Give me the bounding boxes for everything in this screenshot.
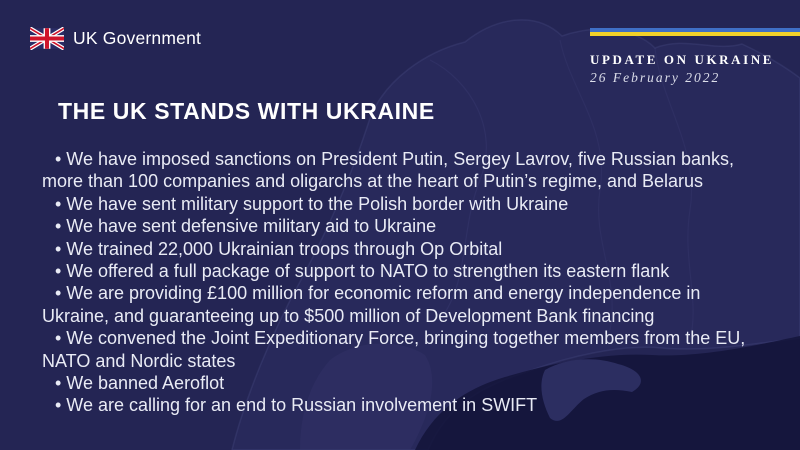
union-jack-flag-icon xyxy=(30,27,64,50)
logo-text: UK Government xyxy=(73,28,202,48)
body-line: • We have sent military support to the Polish border with Ukraine xyxy=(55,193,569,214)
body-line: • We offered a full package of support to NATO to strengthen its eastern flank xyxy=(55,261,670,282)
update-title: UPDATE ON UKRAINE xyxy=(590,52,775,67)
body-line: • We banned Aeroflot xyxy=(55,373,225,394)
body-line: • We have imposed sanctions on President Putin, Sergey Lavrov, five Russian banks, xyxy=(55,149,734,169)
ukraine-flag-bar-icon xyxy=(590,28,800,36)
page-title: THE UK STANDS WITH UKRAINE xyxy=(58,98,435,124)
body-line: • We convened the Joint Expeditionary Force, bringing together members from the EU, xyxy=(55,328,746,349)
update-date: 26 February 2022 xyxy=(590,70,721,85)
body-line: Ukraine, and guaranteeing up to $500 million of Development Bank financing xyxy=(42,305,655,326)
body-line: NATO and Nordic states xyxy=(42,350,236,371)
uk-government-logo xyxy=(30,27,201,50)
body-line: more than 100 companies and oligarchs at the heart of Putin’s regime, and Belarus xyxy=(42,171,704,192)
bullet-list xyxy=(42,148,782,417)
ukraine-flag-yellow-stripe xyxy=(590,32,800,36)
body-line: • We are providing £100 million for economic reform and energy independence in xyxy=(55,283,701,304)
body-line: • We trained 22,000 Ukrainian troops through Op Orbital xyxy=(55,238,503,259)
body-line: • We are calling for an end to Russian involvement in SWIFT xyxy=(55,395,538,416)
body-line: • We have sent defensive military aid to Ukraine xyxy=(55,216,437,237)
